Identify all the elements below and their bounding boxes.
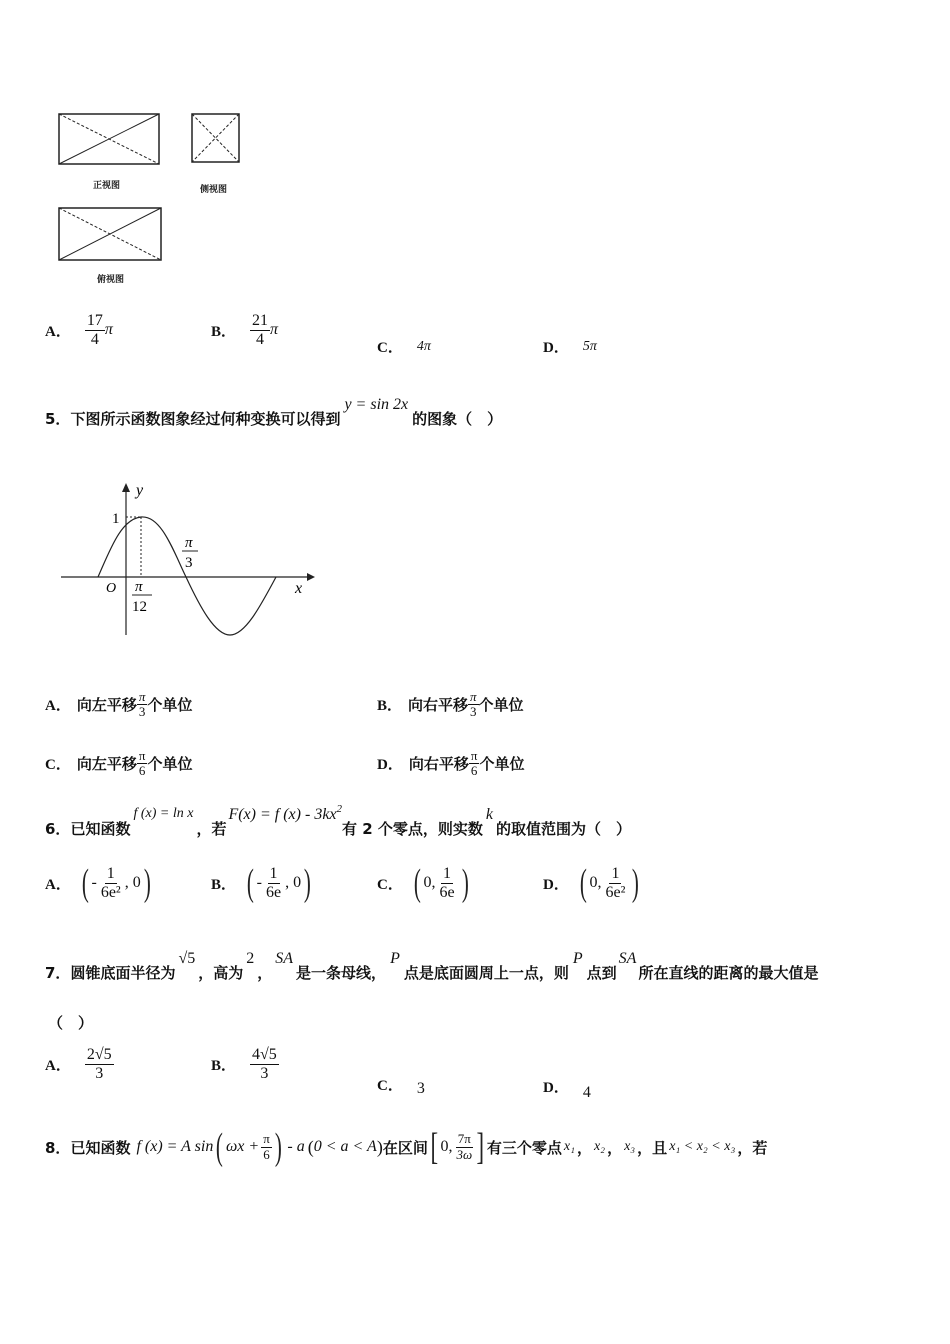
question-number: 6． (45, 820, 71, 838)
option-text: 向右平移 (408, 696, 469, 715)
origin-label: O (106, 581, 117, 596)
formula-F: F(x) = f (x) - 3kx (228, 806, 337, 823)
q7-option-c[interactable] (377, 1070, 425, 1098)
option-label: B． (211, 1057, 237, 1074)
option-fraction: $\frac{2√5}{3}$ (86, 1046, 112, 1082)
q7-stem (45, 950, 818, 983)
question-text-end: 的取值范围为（ ） (496, 820, 632, 838)
option-fraction: $\frac{17}{4}$ (86, 312, 103, 348)
one-label: 1 (112, 511, 120, 527)
option-label: B． (211, 876, 237, 893)
q4-option-c[interactable] (377, 336, 431, 357)
option-fraction: $\frac{\pi}{3}$ (470, 689, 477, 720)
question-number: 8． (45, 1138, 71, 1157)
question-text: 所在直线的距离的最大值是 (638, 964, 819, 982)
top-view-caption: 俯视图 (97, 275, 125, 285)
inequality: x₁ < x₂ < x₃ (669, 1139, 736, 1154)
question-text-end: 的图象（ ） (412, 410, 503, 428)
q4-option-a[interactable]: A． $\frac{17}{4}$ π (45, 312, 113, 348)
option-label: C． (377, 1077, 403, 1094)
question-text: 点到 (586, 964, 617, 982)
q5-sine-graph (55, 475, 325, 650)
q6-stem (45, 803, 632, 839)
height-value: 2 (246, 950, 255, 967)
q6-option-c[interactable] (377, 864, 471, 902)
question-text: 是一条母线， (296, 964, 387, 982)
formula-minus-a: - a (287, 1138, 305, 1155)
formula: y = sin 2x (344, 396, 409, 413)
question-number: 7． (45, 964, 71, 982)
question-text: 点是底面圆周上一点，则 (403, 964, 569, 982)
q7-answer-paren: （ ） (48, 1014, 94, 1032)
option-interval: ( - $\frac{1}{6e}$ , 0 ) (246, 862, 311, 904)
q8-stem: 8． 已知函数 f (x) = A sin ( ωx + $\frac{\pi}{6}$ ) - a ( 0 < a < A ) 在区间 [ 0, $\frac{7\pi}{3\omega}$ ] 有三个零点 x₁ ， x₂ ， x₃ ，且 x₁ < x₂ < x₃ ，若 (45, 1126, 768, 1168)
variable-k: k (485, 806, 494, 823)
formula-f: f (x) = A sin (136, 1138, 214, 1155)
q7-option-a[interactable] (45, 1046, 114, 1082)
formula-exponent: 2 (336, 803, 343, 815)
radius-value: √5 (178, 950, 196, 967)
option-text-end: 个单位 (147, 696, 193, 715)
question-text: 有三个零点 (486, 1138, 562, 1157)
question-text: 圆锥底面半径为 (70, 964, 176, 982)
option-value: 4 (582, 1084, 591, 1101)
option-text-end: 个单位 (479, 755, 525, 774)
sine-graph-svg (55, 475, 325, 650)
point-p: P (572, 950, 583, 967)
question-text-end: ，若 (737, 1138, 768, 1157)
option-label: D． (543, 876, 569, 893)
q5-option-b[interactable] (377, 690, 524, 720)
option-fraction: $\frac{\pi}{6}$ (138, 748, 146, 779)
option-fraction: $\frac{4√5}{3}$ (252, 1046, 277, 1082)
question-text: ， (257, 964, 273, 982)
q5-option-d[interactable] (377, 749, 524, 779)
front-view-caption: 正视图 (93, 181, 121, 191)
zero-label-den: 3 (185, 555, 193, 571)
three-views-figure (55, 108, 255, 293)
option-value: 5π (582, 338, 597, 354)
question-text: 下图所示函数图象经过何种变换可以得到 (70, 410, 341, 428)
question-text: ，且 (637, 1138, 668, 1157)
formula-inner: ( ωx + $\frac{\pi}{6}$ ) (216, 1126, 282, 1168)
option-label: A． (45, 698, 71, 715)
x-axis-label: x (295, 580, 303, 597)
option-text: 向左平移 (76, 696, 137, 715)
q6-option-a[interactable] (45, 864, 153, 902)
option-label: A． (45, 876, 71, 893)
option-text-end: 个单位 (147, 755, 193, 774)
q5-option-a[interactable] (45, 690, 192, 720)
y-axis-label: y (136, 482, 144, 499)
question-text: 已知函数 (70, 1138, 131, 1157)
question-text: 有 2 个零点，则实数 (342, 820, 483, 838)
segment-sa: SA (618, 950, 637, 967)
question-text: ，高为 (198, 964, 244, 982)
option-label: B． (211, 323, 237, 340)
question-number: 5． (45, 410, 71, 428)
option-interval: ( 0, $\frac{1}{\text{6e²}}$ ) (579, 862, 640, 904)
zero-x2: x₂ (593, 1139, 606, 1154)
zero-x3: x₃ (624, 1139, 636, 1154)
option-value: 4π (416, 338, 431, 354)
option-text: 向左平移 (76, 755, 137, 774)
option-label: C． (377, 876, 403, 893)
option-label: C． (377, 340, 403, 356)
option-interval: ( 0, $\frac{1}{6e}$ ) (413, 862, 469, 904)
interval: [ 0, $\frac{7\pi}{3\omega}$ ] (430, 1126, 485, 1168)
option-fraction: $\frac{\pi}{3}$ (138, 689, 146, 720)
peak-label-den: 12 (132, 599, 147, 615)
q5-option-c[interactable] (45, 749, 192, 779)
q4-option-d[interactable] (543, 336, 597, 357)
option-label: B． (377, 698, 403, 715)
question-text: 在区间 (382, 1138, 428, 1157)
q5-stem (45, 396, 502, 429)
formula-f: f (x) = ln x (133, 806, 194, 821)
q7-option-d[interactable] (543, 1070, 591, 1102)
option-text: 向右平移 (408, 755, 469, 774)
option-fraction: $\frac{\pi}{6}$ (470, 748, 478, 779)
point-p: P (390, 950, 400, 967)
q4-option-b[interactable]: B． $\frac{21}{4}$ π (211, 312, 279, 348)
option-label: D． (377, 757, 403, 774)
three-views-drawing (55, 108, 255, 293)
separator: ， (576, 1138, 592, 1157)
q6-option-d[interactable] (543, 864, 642, 902)
option-label: C． (45, 757, 71, 774)
q6-option-b[interactable] (211, 864, 314, 902)
option-label: D． (543, 1079, 569, 1096)
option-label: D． (543, 340, 569, 356)
option-value: 3 (416, 1080, 425, 1097)
separator: ， (607, 1138, 623, 1157)
segment-sa: SA (275, 950, 294, 967)
side-view-caption: 侧视图 (200, 185, 228, 195)
zero-x1: x₁ (563, 1139, 575, 1154)
option-text-end: 个单位 (478, 696, 524, 715)
option-fraction: $\frac{21}{4}$ (252, 312, 269, 348)
question-text: ，若 (196, 820, 227, 838)
formula-condition: 0 < a < A (313, 1138, 377, 1155)
question-text: 已知函数 (70, 820, 131, 838)
option-label: A． (45, 1057, 71, 1074)
peak-label-num: π (135, 579, 143, 595)
zero-label-num: π (185, 535, 193, 551)
option-interval: ( - $\frac{1}{\text{6e²}}$ , 0 ) (81, 862, 151, 904)
option-label: A． (45, 323, 71, 340)
q7-option-b[interactable] (211, 1046, 279, 1082)
